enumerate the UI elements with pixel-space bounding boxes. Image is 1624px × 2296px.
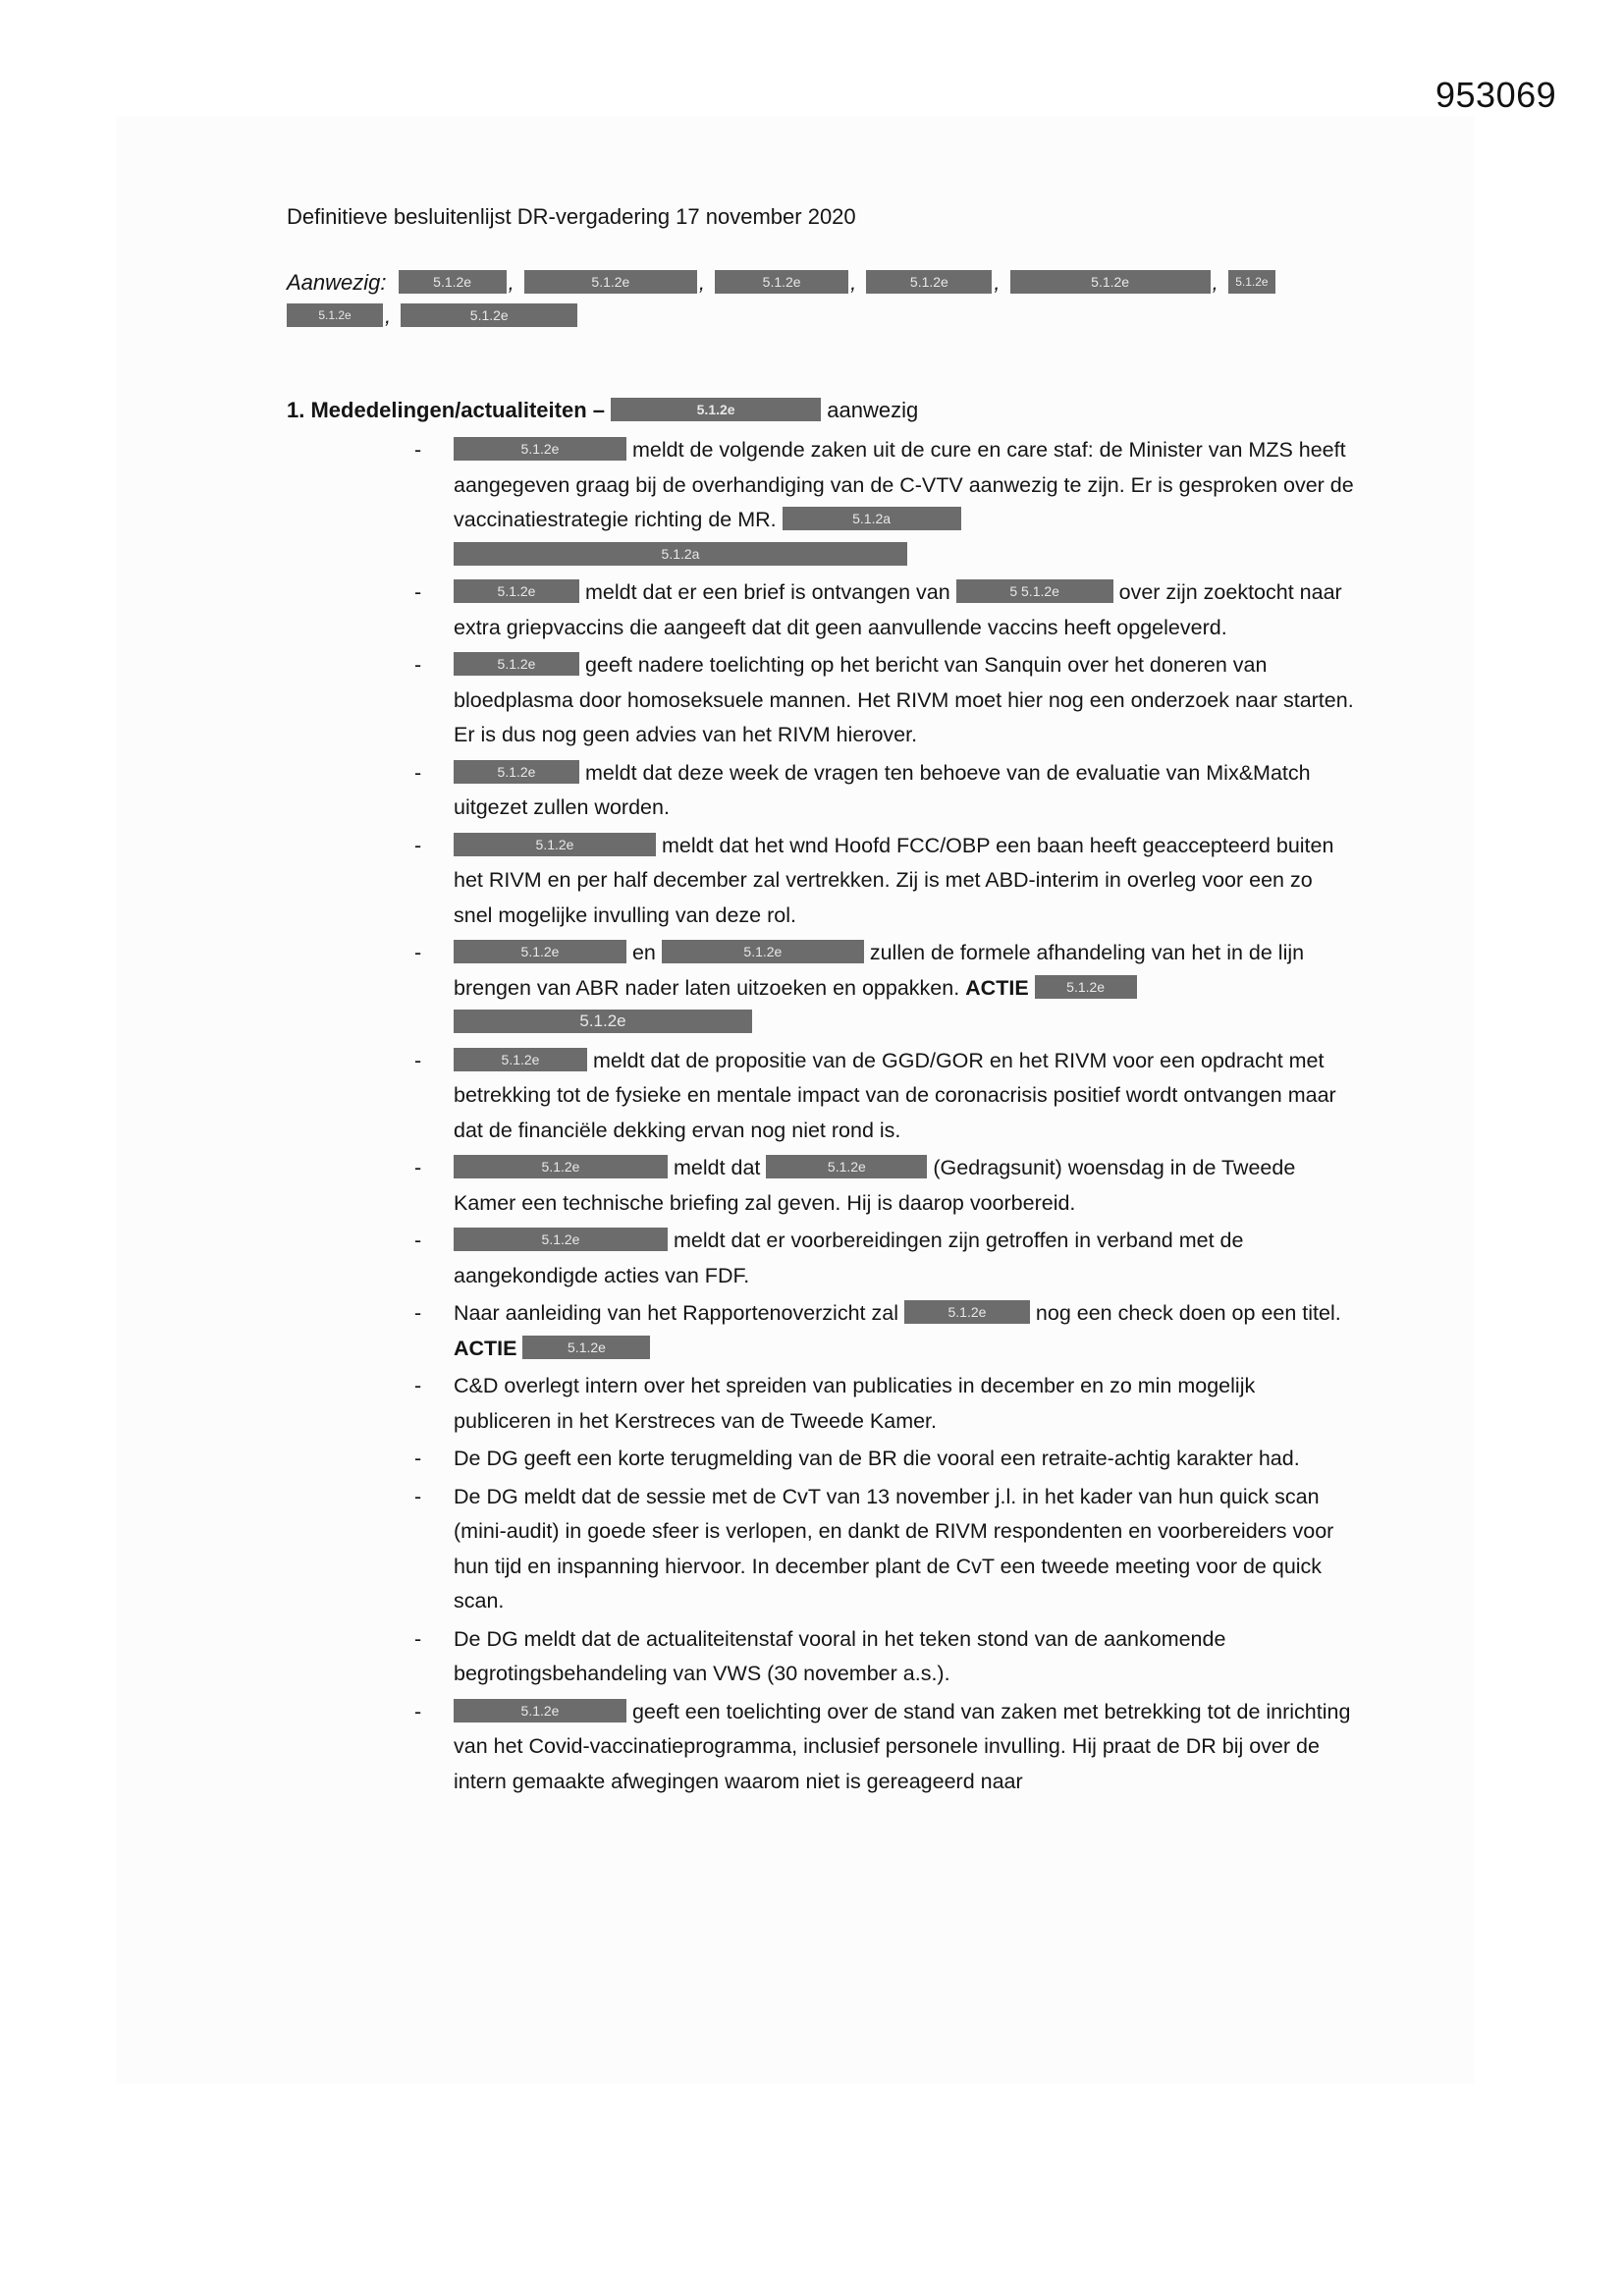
redaction-box: 5.1.2e xyxy=(1228,270,1275,294)
redaction-box: 5.1.2e xyxy=(715,270,848,294)
list-item xyxy=(287,1044,1357,1149)
bullet-dash: - xyxy=(414,653,422,677)
bullet-dash: - xyxy=(414,941,422,964)
bullet-dash: - xyxy=(414,1484,422,1508)
item-text: nog een check doen op een titel. xyxy=(1029,1301,1341,1325)
separator: , xyxy=(508,270,514,295)
bullet-dash: - xyxy=(414,580,422,604)
redaction-box: 5.1.2e xyxy=(522,1336,650,1359)
redaction-box: 5.1.2e xyxy=(401,303,577,327)
item-text: De DG geeft een korte terugmelding van de BR die vooral een retraite-achtig karakter had. xyxy=(454,1447,1300,1470)
list-item xyxy=(287,1224,1357,1293)
action-label: ACTIE xyxy=(965,975,1029,1000)
redaction-box: 5.1.2e xyxy=(454,579,579,603)
list-item xyxy=(287,1480,1357,1619)
separator: , xyxy=(850,270,857,295)
list-item xyxy=(287,575,1357,645)
list-item xyxy=(287,433,1357,573)
item-text: meldt dat er een brief is ontvangen van xyxy=(579,580,956,604)
redaction-box: 5.1.2e xyxy=(454,1010,752,1033)
list-item xyxy=(287,648,1357,753)
separator: , xyxy=(1212,270,1218,295)
item-text: C&D overlegt intern over het spreiden van publicaties in december en zo min mogelijk publiceren in het Kerstreces van de Tweede Kamer. xyxy=(454,1374,1256,1433)
document-number: 953069 xyxy=(1435,75,1557,115)
redaction-box: 5.1.2e xyxy=(454,1228,668,1251)
redaction-box: 5.1.2e xyxy=(454,1048,587,1071)
redaction-box: 5.1.2e xyxy=(866,270,992,294)
list-item xyxy=(287,936,1357,1041)
bullet-dash: - xyxy=(414,1048,422,1072)
bullet-dash: - xyxy=(414,438,422,462)
bullet-dash: - xyxy=(414,1301,422,1325)
list-item xyxy=(287,1442,1357,1477)
list-item xyxy=(287,756,1357,826)
document-title: Definitieve besluitenlijst DR-vergadering 17 november 2020 xyxy=(287,204,856,229)
separator: , xyxy=(385,303,392,328)
redaction-box: 5 5.1.2e xyxy=(956,579,1113,603)
redaction-box: 5.1.2e xyxy=(454,1155,668,1178)
redaction-box: 5.1.2e xyxy=(904,1300,1030,1324)
bullet-dash: - xyxy=(414,1626,422,1651)
list-item xyxy=(287,1151,1357,1221)
item-text: en xyxy=(626,941,662,964)
list-item xyxy=(287,1369,1357,1439)
redaction-box: 5.1.2e xyxy=(454,833,656,856)
bullet-dash: - xyxy=(414,833,422,857)
list-item xyxy=(287,1695,1357,1800)
redaction-box: 5.1.2e xyxy=(611,398,821,421)
document-body xyxy=(287,201,1357,1802)
bullet-dash: - xyxy=(414,1156,422,1179)
redaction-box: 5.1.2e xyxy=(766,1155,927,1178)
section-heading xyxy=(287,394,1357,427)
item-text: meldt de volgende zaken uit de cure en care staf: de Minister van MZS heeft aangegeven graag bij de overhandiging van de C-VTV aanwezig te zijn. Er is gesproken over de vaccinatiestrategie richting de MR. xyxy=(454,438,1354,531)
redaction-box: 5.1.2e xyxy=(454,1699,626,1722)
item-text: over zijn zoektocht naar extra griepvaccins die aangeeft dat dit geen aanvullende vaccins heeft opgeleverd. xyxy=(454,580,1342,639)
redaction-box: 5.1.2e xyxy=(524,270,697,294)
action-label: ACTIE xyxy=(454,1336,517,1360)
item-text: geeft een toelichting over de stand van zaken met betrekking tot de inrichting van het Covid-vaccinatieprogramma, inclusief personele invulling. Hij praat de DR bij over de intern gemaakte afwegingen waarom niet is gereageerd naar xyxy=(454,1699,1351,1793)
bullet-dash: - xyxy=(414,1447,422,1470)
item-text: De DG meldt dat de sessie met de CvT van 13 november j.l. in het kader van hun quick scan (mini-audit) in goede sfeer is verlopen, en dankt de RIVM respondenten en voorbereiders voor hun tijd en inspanning hiervoor. In december plant de CvT een tweede meeting voor de quick scan. xyxy=(454,1484,1334,1613)
bullet-dash: - xyxy=(414,760,422,785)
separator: , xyxy=(994,270,1001,295)
section-title: 1. Mededelingen/actualiteiten – xyxy=(287,398,605,422)
redaction-box: 5.1.2a xyxy=(783,507,961,530)
item-text: meldt dat xyxy=(668,1156,767,1179)
item-text: meldt dat er voorbereidingen zijn getroffen in verband met de aangekondigde acties van FDF. xyxy=(454,1229,1244,1287)
redaction-box: 5.1.2e xyxy=(399,270,507,294)
redaction-box: 5.1.2e xyxy=(454,437,626,461)
redaction-box: 5.1.2e xyxy=(1035,975,1137,999)
redaction-box: 5.1.2e xyxy=(1010,270,1211,294)
redaction-box: 5.1.2e xyxy=(662,940,864,963)
item-text: (Gedragsunit) woensdag in de Tweede Kamer een technische briefing zal geven. Hij is daarop voorbereid. xyxy=(454,1156,1296,1215)
attendees-line xyxy=(287,266,1357,333)
bullet-dash: - xyxy=(414,1699,422,1723)
redaction-box: 5.1.2a xyxy=(454,542,907,566)
item-text: Naar aanleiding van het Rapportenoverzicht zal xyxy=(454,1301,904,1325)
redaction-box: 5.1.2e xyxy=(454,940,626,963)
item-text: meldt dat deze week de vragen ten behoeve van de evaluatie van Mix&Match uitgezet zullen worden. xyxy=(454,760,1311,819)
item-text: meldt dat de propositie van de GGD/GOR en het RIVM voor een opdracht met betrekking tot de fysieke en mentale impact van de coronacrisis positief wordt ontvangen maar dat de financiële dekking ervan nog niet rond is. xyxy=(454,1048,1336,1142)
item-text: De DG meldt dat de actualiteitenstaf vooral in het teken stond van de aankomende begrotingsbehandeling van VWS (30 november a.s.). xyxy=(454,1626,1226,1685)
item-text: zullen de formele afhandeling van het in de lijn brengen van ABR nader laten uitzoeken en oppakken. xyxy=(454,941,1305,1000)
attendees-label: Aanwezig: xyxy=(287,270,387,295)
section-suffix: aanwezig xyxy=(827,398,919,422)
item-text: geeft nadere toelichting op het bericht van Sanquin over het doneren van bloedplasma door homoseksuele mannen. Het RIVM moet hier nog een onderzoek naar starten. Er is dus nog geen advies van het RIVM hierover. xyxy=(454,653,1354,746)
list-item xyxy=(287,1622,1357,1692)
item-text: meldt dat het wnd Hoofd FCC/OBP een baan heeft geaccepteerd buiten het RIVM en per half december zal vertrekken. Zij is met ABD-interim in overleg voor een zo snel mogelijke invulling van deze rol. xyxy=(454,833,1334,927)
list-item xyxy=(287,829,1357,934)
redaction-box: 5.1.2e xyxy=(454,652,579,676)
list-item xyxy=(287,1296,1357,1366)
bullet-dash: - xyxy=(414,1229,422,1252)
announcement-list xyxy=(287,433,1357,1799)
separator: , xyxy=(698,270,706,295)
redaction-box: 5.1.2e xyxy=(287,303,383,327)
bullet-dash: - xyxy=(414,1374,422,1397)
redaction-box: 5.1.2e xyxy=(454,760,579,784)
